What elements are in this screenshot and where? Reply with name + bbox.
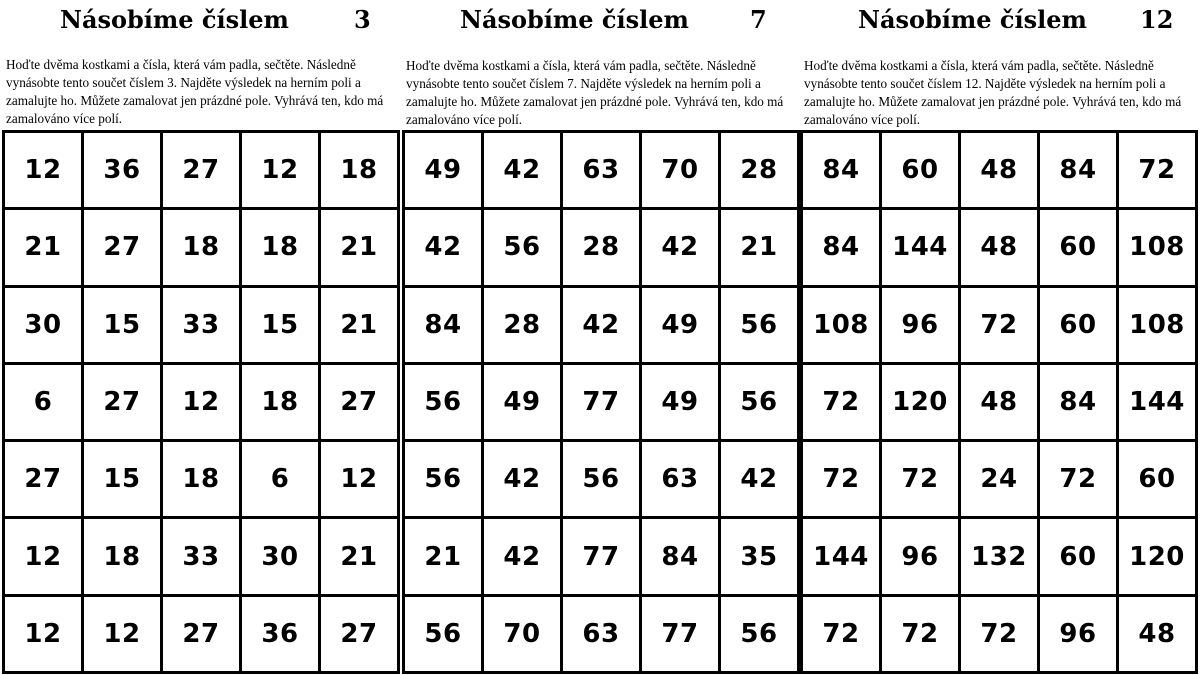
board-cell[interactable]: 42: [642, 210, 718, 284]
board-cell[interactable]: 84: [1040, 365, 1116, 439]
worksheet-instructions: Hoďte dvěma kostkami a čísla, která vám padla, sečtěte. Následně vynásobte tento součet číslem 7. Najděte výsledek na herním poli a zamalujte ho. Můžete zamalovat jen prázdné pole. Vyhrává ten, kdo má zamalováno více polí.: [406, 58, 784, 127]
board-cell[interactable]: 72: [961, 597, 1037, 671]
board-cell[interactable]: 72: [961, 288, 1037, 362]
board-cell[interactable]: 56: [405, 442, 481, 516]
board-cell[interactable]: 96: [882, 288, 958, 362]
game-board: [800, 130, 1198, 674]
board-cell[interactable]: 21: [405, 519, 481, 593]
worksheet-multiplier: 3: [354, 5, 371, 34]
board-cell[interactable]: 12: [5, 519, 81, 593]
board-cell[interactable]: 30: [242, 519, 318, 593]
board-cell[interactable]: 72: [882, 442, 958, 516]
board-cell[interactable]: 144: [1119, 365, 1195, 439]
worksheet-header: [800, 0, 1198, 42]
board-cell[interactable]: 120: [882, 365, 958, 439]
board-cell[interactable]: 144: [803, 519, 879, 593]
board-cell[interactable]: 49: [642, 365, 718, 439]
board-cell[interactable]: 27: [321, 365, 397, 439]
board-cell[interactable]: 63: [642, 442, 718, 516]
board-cell[interactable]: 12: [242, 133, 318, 207]
board-cell[interactable]: 36: [242, 597, 318, 671]
board-cell[interactable]: 56: [405, 365, 481, 439]
board-cell[interactable]: 60: [1119, 442, 1195, 516]
board-cell[interactable]: 49: [405, 133, 481, 207]
board-cell[interactable]: 108: [1119, 288, 1195, 362]
board-cell[interactable]: 60: [1040, 210, 1116, 284]
worksheet-title: Násobíme číslem: [60, 5, 289, 34]
board-cell[interactable]: 42: [721, 442, 797, 516]
board-cell[interactable]: 12: [84, 597, 160, 671]
board-cell[interactable]: 18: [242, 210, 318, 284]
board-cell[interactable]: 72: [882, 597, 958, 671]
board-cell[interactable]: 56: [405, 597, 481, 671]
board-cell[interactable]: 108: [803, 288, 879, 362]
board-cell[interactable]: 120: [1119, 519, 1195, 593]
board-cell[interactable]: 28: [563, 210, 639, 284]
board-cell[interactable]: 56: [563, 442, 639, 516]
board-cell[interactable]: 72: [803, 442, 879, 516]
board-cell[interactable]: 63: [563, 597, 639, 671]
board-cell[interactable]: 21: [321, 288, 397, 362]
board-cell[interactable]: 132: [961, 519, 1037, 593]
board-cell[interactable]: 48: [1119, 597, 1195, 671]
board-cell[interactable]: 60: [882, 133, 958, 207]
worksheet-multiplier: 12: [1140, 5, 1174, 34]
board-cell[interactable]: 84: [803, 133, 879, 207]
board-cell[interactable]: 33: [163, 288, 239, 362]
board-cell[interactable]: 84: [1040, 133, 1116, 207]
worksheet-instructions: Hoďte dvěma kostkami a čísla, která vám padla, sečtěte. Následně vynásobte tento součet číslem 12. Najděte výsledek na herním poli a zamalujte ho. Můžete zamalovat jen prázdné pole. Vyhrává ten, kdo má zamalováno více polí.: [804, 58, 1182, 127]
worksheet-title: Násobíme číslem: [460, 5, 689, 34]
board-cell[interactable]: 21: [5, 210, 81, 284]
worksheet-title: Násobíme číslem: [858, 5, 1087, 34]
board-cell[interactable]: 63: [563, 133, 639, 207]
board-cell[interactable]: 42: [484, 133, 560, 207]
board-cell[interactable]: 12: [5, 133, 81, 207]
board-cell[interactable]: 70: [642, 133, 718, 207]
board-cell[interactable]: 48: [961, 365, 1037, 439]
board-cell[interactable]: 84: [642, 519, 718, 593]
board-cell[interactable]: 27: [84, 365, 160, 439]
board-cell[interactable]: 6: [5, 365, 81, 439]
board-cell[interactable]: 18: [84, 519, 160, 593]
board-cell[interactable]: 72: [1040, 442, 1116, 516]
board-cell[interactable]: 18: [242, 365, 318, 439]
game-board: [402, 130, 800, 674]
worksheet-instructions: Hoďte dvěma kostkami a čísla, která vám padla, sečtěte. Následně vynásobte tento součet číslem 3. Najděte výsledek na herním poli a zamalujte ho. Můžete zamalovat jen prázdné pole. Vyhrává ten, kdo má zamalováno více polí.: [6, 57, 384, 126]
board-cell[interactable]: 12: [5, 597, 81, 671]
board-cell[interactable]: 42: [484, 519, 560, 593]
board-cell[interactable]: 12: [321, 442, 397, 516]
worksheet-multiply-12: [800, 0, 1198, 675]
board-cell[interactable]: 96: [882, 519, 958, 593]
board-cell[interactable]: 36: [84, 133, 160, 207]
board-cell[interactable]: 48: [961, 133, 1037, 207]
board-cell[interactable]: 18: [163, 442, 239, 516]
board-cell[interactable]: 72: [1119, 133, 1195, 207]
board-cell[interactable]: 84: [803, 210, 879, 284]
board-cell[interactable]: 18: [163, 210, 239, 284]
board-cell[interactable]: 15: [84, 288, 160, 362]
board-cell[interactable]: 30: [5, 288, 81, 362]
board-cell[interactable]: 27: [84, 210, 160, 284]
board-cell[interactable]: 72: [803, 597, 879, 671]
board-cell[interactable]: 18: [321, 133, 397, 207]
board-cell[interactable]: 12: [163, 365, 239, 439]
board-cell[interactable]: 21: [321, 519, 397, 593]
board-cell[interactable]: 77: [642, 597, 718, 671]
board-cell[interactable]: 15: [84, 442, 160, 516]
board-cell[interactable]: 28: [484, 288, 560, 362]
board-cell[interactable]: 42: [563, 288, 639, 362]
board-cell[interactable]: 35: [721, 519, 797, 593]
board-cell[interactable]: 49: [642, 288, 718, 362]
board-cell[interactable]: 72: [803, 365, 879, 439]
worksheet-header: [2, 0, 400, 42]
board-cell[interactable]: 77: [563, 365, 639, 439]
board-cell[interactable]: 21: [721, 210, 797, 284]
board-cell[interactable]: 144: [882, 210, 958, 284]
game-board: [2, 130, 400, 674]
board-cell[interactable]: 49: [484, 365, 560, 439]
board-cell[interactable]: 56: [721, 288, 797, 362]
board-cell[interactable]: 48: [961, 210, 1037, 284]
worksheet-multiply-7: [402, 0, 800, 675]
board-cell[interactable]: 42: [405, 210, 481, 284]
worksheet-multiply-3: [2, 0, 400, 675]
board-cell[interactable]: 28: [721, 133, 797, 207]
board-cell[interactable]: 33: [163, 519, 239, 593]
board-cell[interactable]: 60: [1040, 288, 1116, 362]
board-cell[interactable]: 84: [405, 288, 481, 362]
board-cell[interactable]: 27: [163, 597, 239, 671]
board-cell[interactable]: 56: [721, 597, 797, 671]
board-cell[interactable]: 70: [484, 597, 560, 671]
board-cell[interactable]: 108: [1119, 210, 1195, 284]
board-cell[interactable]: 6: [242, 442, 318, 516]
board-cell[interactable]: 77: [563, 519, 639, 593]
worksheet-multiplier: 7: [750, 5, 767, 34]
worksheet-header: [402, 0, 800, 42]
board-cell[interactable]: 21: [321, 210, 397, 284]
board-cell[interactable]: 56: [721, 365, 797, 439]
board-cell[interactable]: 24: [961, 442, 1037, 516]
board-cell[interactable]: 56: [484, 210, 560, 284]
board-cell[interactable]: 27: [321, 597, 397, 671]
board-cell[interactable]: 96: [1040, 597, 1116, 671]
board-cell[interactable]: 15: [242, 288, 318, 362]
board-cell[interactable]: 60: [1040, 519, 1116, 593]
board-cell[interactable]: 27: [163, 133, 239, 207]
board-cell[interactable]: 42: [484, 442, 560, 516]
board-cell[interactable]: 27: [5, 442, 81, 516]
